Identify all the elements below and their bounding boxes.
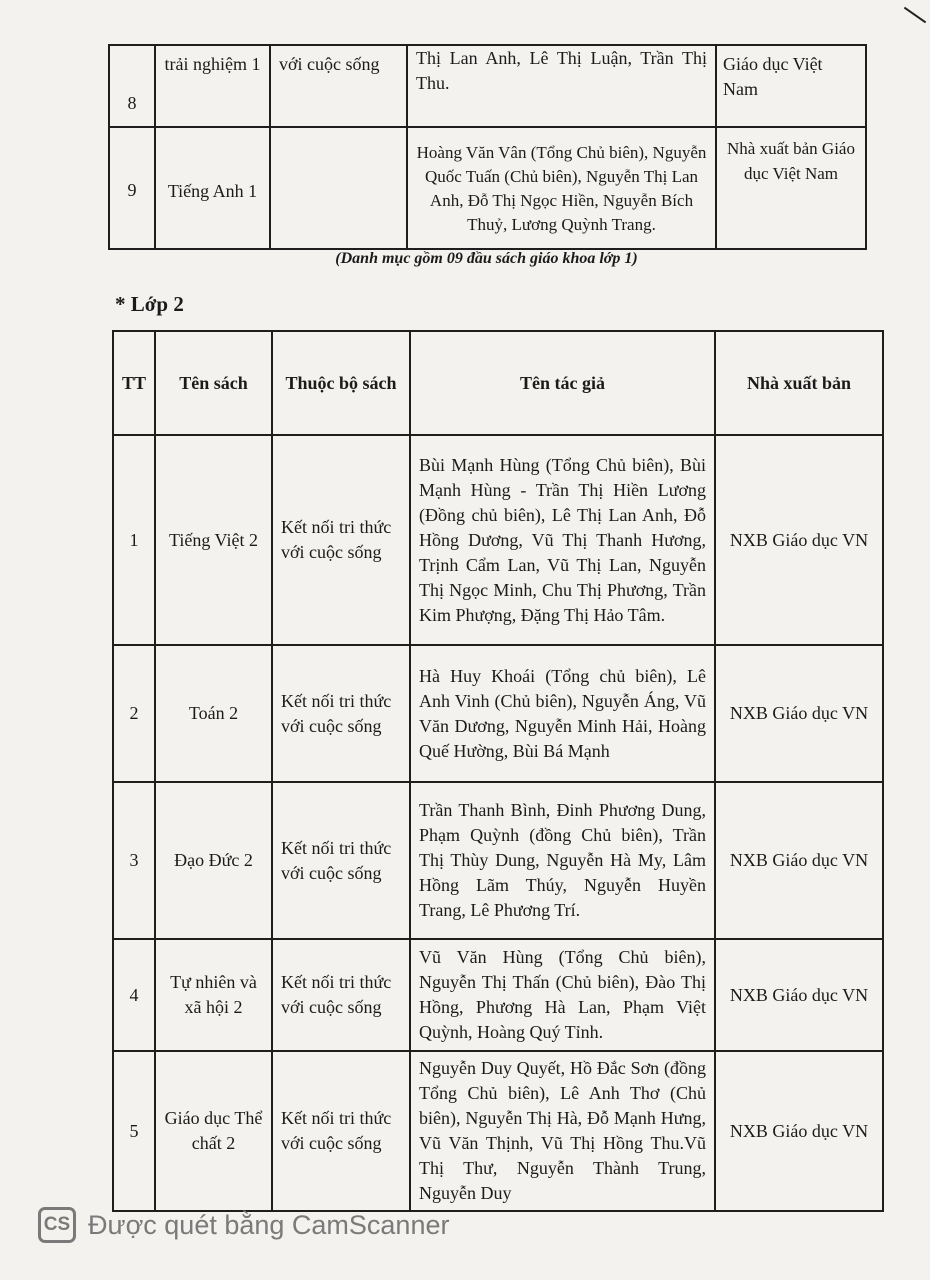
corner-pen-mark [904,7,926,24]
book-authors: Thị Lan Anh, Lê Thị Luận, Trần Thị Thu. [407,45,716,127]
book-authors: Bùi Mạnh Hùng (Tổng Chủ biên), Bùi Mạnh Hùng - Trần Thị Hiền Lương (Đồng chủ biên), Lê Thị Lan Anh, Đỗ Hồng Dương, Vũ Thị Thanh Hương, Trịnh Cẩm Lan, Vũ Thị Lan, Nguyễn Thị Ngọc Minh, Chu Thị Phương, Trần Kim Phượng, Đặng Thị Hảo Tâm. [410,435,715,645]
table-row [113,1051,883,1211]
book-title: Tiếng Anh 1 [155,127,270,249]
row-number: 9 [109,127,155,249]
table-row [113,939,883,1051]
row-number: 1 [113,435,155,645]
book-authors: Nguyễn Duy Quyết, Hồ Đắc Sơn (đồng Tổng Chủ biên), Lê Anh Thơ (Chủ biên), Nguyễn Thị Hà, Đỗ Mạnh Hưng, Vũ Văn Thịnh, Vũ Thị Hồng Thu.Vũ Thị Thư, Nguyễn Thành Trung, Nguyễn Duy [410,1051,715,1211]
row-number: 8 [109,45,155,127]
book-publisher: NXB Giáo dục VN [715,1051,883,1211]
book-title: Đạo Đức 2 [155,782,272,939]
book-title: Tự nhiên và xã hội 2 [155,939,272,1051]
book-series: Kết nối tri thức với cuộc sống [272,645,410,782]
book-publisher: Nhà xuất bản Giáo dục Việt Nam [716,127,866,249]
book-publisher: NXB Giáo dục VN [715,645,883,782]
row-number: 4 [113,939,155,1051]
grade2-books-table [112,330,884,1212]
book-authors: Hà Huy Khoái (Tổng chủ biên), Lê Anh Vinh (Chủ biên), Nguyễn Áng, Vũ Văn Dương, Nguyễn Minh Hải, Hoàng Quế Hường, Bùi Bá Mạnh [410,645,715,782]
book-publisher: Giáo dục Việt Nam [716,45,866,127]
table-row [109,127,866,249]
book-series: Kết nối tri thức với cuộc sống [272,782,410,939]
book-publisher: NXB Giáo dục VN [715,782,883,939]
book-title: trải nghiệm 1 [155,45,270,127]
book-publisher: NXB Giáo dục VN [715,939,883,1051]
book-authors: Trần Thanh Bình, Đinh Phương Dung, Phạm Quỳnh (đồng Chủ biên), Trần Thị Thùy Dung, Nguyễn Hà My, Lâm Hồng Lãm Thúy, Nguyễn Huyền Trang, Lê Phương Trí. [410,782,715,939]
book-series: với cuộc sống [270,45,407,127]
book-title: Giáo dục Thể chất 2 [155,1051,272,1211]
row-number: 5 [113,1051,155,1211]
book-title: Tiếng Việt 2 [155,435,272,645]
book-publisher: NXB Giáo dục VN [715,435,883,645]
header-book-title: Tên sách [155,331,272,435]
header-publisher: Nhà xuất bản [715,331,883,435]
camscanner-watermark [38,1205,449,1245]
table-row [113,645,883,782]
table-row [113,782,883,939]
grade1-books-table [108,44,867,250]
book-series: Kết nối tri thức với cuộc sống [272,939,410,1051]
book-authors: Hoàng Văn Vân (Tổng Chủ biên), Nguyễn Quốc Tuấn (Chủ biên), Nguyễn Thị Lan Anh, Đỗ Thị Ngọc Hiền, Nguyễn Bích Thuỷ, Lương Quỳnh Trang. [407,127,716,249]
row-number: 2 [113,645,155,782]
table-caption: (Danh mục gồm 09 đầu sách giáo khoa lớp 1) [335,250,638,267]
camscanner-logo-icon: CS [38,1207,76,1243]
table-row [113,435,883,645]
book-series [270,127,407,249]
header-tt: TT [113,331,155,435]
book-title: Toán 2 [155,645,272,782]
header-book-series: Thuộc bộ sách [272,331,410,435]
table-header-row [113,331,883,435]
book-authors: Vũ Văn Hùng (Tổng Chủ biên), Nguyễn Thị Thấn (Chủ biên), Đào Thị Hồng, Phương Hà Lan, Phạm Việt Quỳnh, Hoàng Quý Tỉnh. [410,939,715,1051]
section-title: * Lớp 2 [115,292,184,316]
table-row [109,45,866,127]
watermark-text: Được quét bằng CamScanner [88,1209,450,1240]
book-series: Kết nối tri thức với cuộc sống [272,435,410,645]
header-authors: Tên tác giả [410,331,715,435]
row-number: 3 [113,782,155,939]
book-series: Kết nối tri thức với cuộc sống [272,1051,410,1211]
